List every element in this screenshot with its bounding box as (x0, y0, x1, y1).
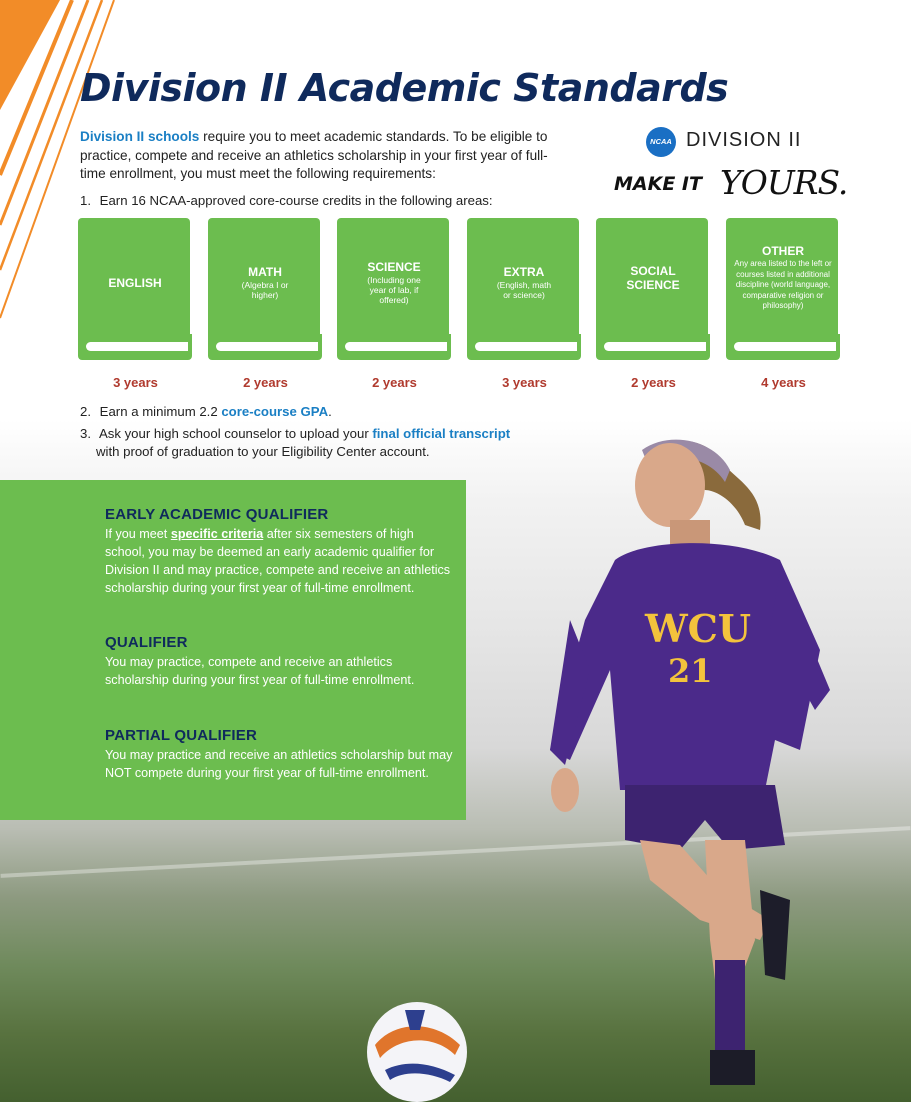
requirement-number: 2. (80, 404, 91, 419)
jersey-number-text: 21 (668, 652, 713, 690)
qualifier-text-end: after six semesters of high school, you may be deemed an early academic qualifier for Division II and may practice, compete and receive an athletics scholarship during your first year of full-time enrollment. (105, 527, 451, 595)
requirement-text-end: . (328, 404, 332, 419)
requirement-text: Earn a minimum 2.2 (99, 404, 222, 419)
area-note: (Including one year of lab, if offered) (367, 275, 421, 305)
division-ii-schools-link[interactable]: Division II schools (80, 129, 200, 144)
qualifier-description (105, 525, 455, 597)
area-years: 2 years (631, 375, 676, 390)
early-academic-qualifier-section (105, 506, 455, 597)
area-book-other (726, 218, 841, 390)
ncaa-division-ii-logo (614, 127, 848, 217)
requirement-text-continued: with proof of graduation to your Eligibility Center account. (96, 444, 430, 459)
final-official-transcript-link[interactable]: final official transcript (372, 426, 511, 441)
area-years: 2 years (372, 375, 417, 390)
core-course-gpa-link[interactable]: core-course GPA (221, 404, 329, 419)
area-book-english (78, 218, 193, 390)
area-name: ENGLISH (108, 276, 162, 290)
requirement-text: Earn 16 NCAA-approved core-course credits in the following areas: (99, 193, 493, 208)
intro-paragraph (80, 128, 570, 184)
ncaa-circle-icon: NCAA (646, 127, 676, 157)
area-name: OTHER (762, 244, 804, 258)
area-years: 2 years (243, 375, 288, 390)
area-book-science (337, 218, 452, 390)
requirement-3 (80, 425, 560, 461)
division-ii-label: DIVISION II (686, 129, 802, 151)
soccer-ball-image (365, 1000, 469, 1102)
area-name: SCIENCE (367, 260, 421, 274)
specific-criteria-link[interactable]: specific criteria (170, 527, 264, 541)
area-name: MATH (248, 265, 282, 279)
qualifier-heading: EARLY ACADEMIC QUALIFIER (105, 506, 329, 523)
requirement-1 (80, 192, 493, 210)
qualifier-description: You may practice, compete and receive an athletics scholarship during your first year of full-time enrollment. (105, 655, 415, 687)
qualifier-heading: QUALIFIER (105, 634, 188, 651)
soccer-player-image (530, 420, 911, 1102)
jersey-team-text: WCU (645, 606, 752, 651)
intro-text: require you to meet academic standards. To be eligible to practice, compete and receive an athletics scholarship in your first year of full-time enrollment, you must meet the following requirements: (80, 129, 548, 181)
area-years: 3 years (113, 375, 158, 390)
core-course-areas (78, 218, 848, 390)
area-note: (English, math or science) (496, 280, 552, 300)
page-title: Division II Academic Standards (80, 66, 729, 110)
requirement-number: 3. (80, 426, 91, 441)
area-book-social-science (596, 218, 711, 390)
qualifier-section (105, 634, 455, 689)
requirement-2 (80, 403, 332, 421)
qualifier-text: If you meet (105, 527, 171, 541)
area-name: EXTRA (503, 265, 545, 279)
qualifier-heading: PARTIAL QUALIFIER (105, 727, 258, 744)
make-it-text: MAKE IT (614, 173, 702, 195)
area-note: Any area listed to the left or courses listed in additional discipline (world language, comparative religion or philosophy) (734, 259, 832, 310)
area-name: SOCIAL SCIENCE (626, 264, 680, 292)
requirement-text: Ask your high school counselor to upload your (98, 426, 373, 441)
area-note: (Algebra I or higher) (241, 280, 289, 300)
qualifier-description: You may practice and receive an athletics scholarship but may NOT compete during your first year of full-time enrollment. (105, 748, 453, 780)
requirement-number: 1. (80, 193, 91, 208)
partial-qualifier-section (105, 727, 455, 782)
yours-text: YOURS. (720, 163, 848, 202)
area-book-extra (467, 218, 582, 390)
area-book-math (208, 218, 323, 390)
area-years: 4 years (761, 375, 806, 390)
area-years: 3 years (502, 375, 547, 390)
